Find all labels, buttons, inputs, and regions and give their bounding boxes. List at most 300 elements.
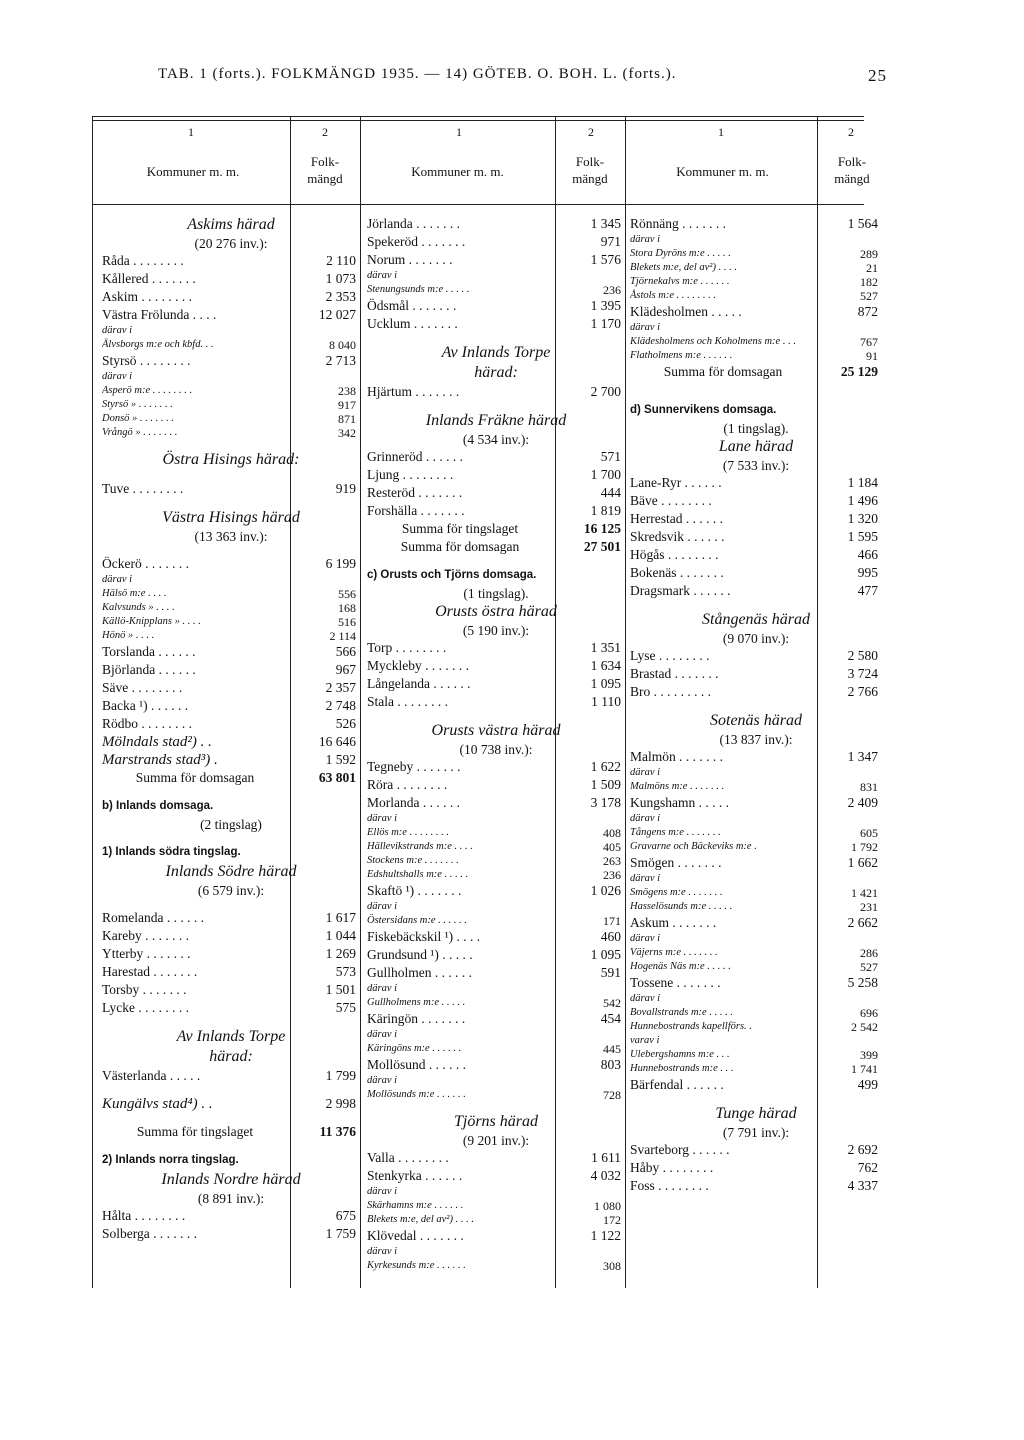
row-label: Skaftö ¹) . . . . . . . xyxy=(367,883,462,898)
district-heading xyxy=(102,1170,360,1190)
table-row xyxy=(630,665,882,683)
sub-row xyxy=(367,1074,625,1088)
table-row xyxy=(367,776,625,794)
table-row xyxy=(630,510,882,528)
table-column-3 xyxy=(630,215,882,1195)
sub-row xyxy=(102,573,360,587)
table-row xyxy=(367,928,625,946)
table-row xyxy=(630,582,882,600)
row-label: Stenkyrka . . . . . . xyxy=(367,1168,463,1183)
row-value: 5 258 xyxy=(847,975,878,990)
section-heading xyxy=(102,1151,360,1170)
row-gap xyxy=(367,556,625,566)
table-row xyxy=(630,492,882,510)
table-row xyxy=(630,1076,882,1094)
sub-row xyxy=(630,247,882,261)
row-value: 1 700 xyxy=(590,467,621,482)
district-subheading xyxy=(630,1124,882,1141)
row-gap xyxy=(102,470,360,480)
row-value: 1 634 xyxy=(590,658,621,673)
row-value: 499 xyxy=(857,1077,878,1092)
sub-row xyxy=(367,1042,625,1056)
row-label: Hönö » . . . . xyxy=(102,630,155,641)
row-value: 2 409 xyxy=(847,795,878,810)
row-value: 399 xyxy=(860,1048,878,1062)
row-value: 1 611 xyxy=(591,1150,621,1165)
row-label: Norum . . . . . . . xyxy=(367,252,453,267)
table-row xyxy=(367,882,625,900)
row-label: (9 201 inv.): xyxy=(462,1133,530,1148)
row-value: 2 692 xyxy=(847,1142,878,1157)
sub-row xyxy=(630,992,882,1006)
sub-row xyxy=(102,324,360,338)
row-value: 1 576 xyxy=(590,252,621,267)
table-row xyxy=(630,1177,882,1195)
district-heading xyxy=(630,437,882,457)
row-value: 460 xyxy=(600,929,621,944)
row-label: varav i xyxy=(630,1035,660,1046)
row-label: Klädesholmens och Koholmens m:e . . . xyxy=(630,336,796,347)
row-label: Summa för domsagan xyxy=(135,770,255,785)
row-label: Inlands Fräkne härad xyxy=(425,412,567,429)
table-row xyxy=(630,528,882,546)
sub-row xyxy=(367,283,625,297)
row-value: 1 095 xyxy=(590,676,621,691)
row-label: Hjärtum . . . . . . . xyxy=(367,384,460,399)
row-label: Käringön . . . . . . . xyxy=(367,1011,466,1026)
row-label: Hälsö m:e . . . . xyxy=(102,588,167,599)
row-label: Mölndals stad²) . . xyxy=(102,734,212,750)
row-label: (5 190 inv.): xyxy=(462,623,530,638)
district-heading xyxy=(102,450,360,470)
sub-row xyxy=(367,1185,625,1199)
sub-row xyxy=(630,1034,882,1048)
row-label: (8 891 inv.): xyxy=(197,1191,265,1206)
district-subheading xyxy=(630,420,882,437)
row-label: Stenungsunds m:e . . . . . xyxy=(367,284,470,295)
row-label: Edshultshalls m:e . . . . . xyxy=(367,869,469,880)
row-value: 1 592 xyxy=(325,752,356,767)
sub-row xyxy=(630,321,882,335)
row-label: därav i xyxy=(367,983,398,994)
district-heading xyxy=(367,721,625,741)
table-row xyxy=(367,448,625,466)
table-row xyxy=(102,661,360,679)
row-label: Forshälla . . . . . . . xyxy=(367,503,465,518)
row-label: (13 837 inv.): xyxy=(719,732,793,747)
district-heading xyxy=(630,610,882,630)
sum-row xyxy=(102,1123,360,1141)
row-gap xyxy=(102,440,360,450)
row-gap xyxy=(102,787,360,797)
row-value: 556 xyxy=(338,587,356,601)
row-value: 675 xyxy=(335,1208,356,1223)
table-row xyxy=(367,1056,625,1074)
column-rule xyxy=(625,116,626,1288)
row-value: 16 646 xyxy=(318,734,356,749)
row-value: 696 xyxy=(860,1006,878,1020)
row-label: Bäve . . . . . . . . xyxy=(630,493,712,508)
row-value: 408 xyxy=(603,826,621,840)
table-row xyxy=(102,306,360,324)
row-label: Stockens m:e . . . . . . . xyxy=(367,855,459,866)
column-number: 2 xyxy=(322,125,328,139)
table-row xyxy=(367,1167,625,1185)
row-value: 1 741 xyxy=(851,1062,878,1076)
row-value: 263 xyxy=(603,854,621,868)
row-label: Tjörnekalvs m:e . . . . . . xyxy=(630,276,730,287)
row-value: 8 040 xyxy=(329,338,356,352)
table-row xyxy=(102,288,360,306)
table-row xyxy=(630,748,882,766)
sub-row xyxy=(367,812,625,826)
row-value: 2 542 xyxy=(851,1020,878,1034)
row-label: Hasselösunds m:e . . . . . xyxy=(630,901,733,912)
row-label: Ljung . . . . . . . . xyxy=(367,467,454,482)
row-label: 2) Inlands norra tingslag. xyxy=(102,1154,239,1166)
row-label: Väjerns m:e . . . . . . . xyxy=(630,947,718,958)
row-label: (4 534 inv.): xyxy=(462,432,530,447)
table-row xyxy=(367,297,625,315)
district-heading xyxy=(367,343,625,363)
row-gap xyxy=(630,381,882,391)
row-label: Östersidans m:e . . . . . . xyxy=(367,915,468,926)
table-row xyxy=(630,474,882,492)
table-row xyxy=(630,854,882,872)
row-label: Summa för tingslaget xyxy=(136,1124,254,1139)
sub-row xyxy=(630,932,882,946)
row-label: Hällevikstrands m:e . . . . xyxy=(367,841,473,852)
row-value: 566 xyxy=(335,644,356,659)
row-gap xyxy=(630,391,882,401)
district-subheading xyxy=(102,235,360,252)
row-value: 1 184 xyxy=(847,475,878,490)
district-subheading xyxy=(630,630,882,647)
row-label: Hunnebostrands m:e . . . xyxy=(630,1063,734,1074)
district-subheading xyxy=(367,741,625,758)
row-label: Inlands Nordre härad xyxy=(161,1171,301,1188)
table-row xyxy=(630,1141,882,1159)
sub-row xyxy=(630,261,882,275)
row-label: Lane härad xyxy=(718,438,794,455)
district-heading xyxy=(102,215,360,235)
row-value: 995 xyxy=(857,565,878,580)
row-gap xyxy=(102,545,360,555)
row-value: 231 xyxy=(860,900,878,914)
district-heading xyxy=(102,1047,360,1067)
table-column-2 xyxy=(367,215,625,1273)
row-value: 286 xyxy=(860,946,878,960)
row-label: Ellös m:e . . . . . . . . xyxy=(367,827,449,838)
table-row xyxy=(630,914,882,932)
sub-row xyxy=(630,1048,882,1062)
table-row xyxy=(102,352,360,370)
row-label: Tjörns härad xyxy=(453,1113,539,1130)
table-row xyxy=(102,643,360,661)
column-rule xyxy=(360,116,361,1288)
sub-row xyxy=(367,1245,625,1259)
row-label: Ödsmål . . . . . . . xyxy=(367,298,457,313)
column-heading-kommuner: Kommuner m. m. xyxy=(146,164,240,179)
row-label: härad: xyxy=(474,364,518,381)
row-label: (6 579 inv.): xyxy=(197,883,265,898)
sum-row xyxy=(367,538,625,556)
row-value: 27 501 xyxy=(583,539,621,554)
table-row xyxy=(102,715,360,733)
row-value: 477 xyxy=(857,583,878,598)
row-label: Stora Dyröns m:e . . . . . xyxy=(630,248,731,259)
district-heading xyxy=(102,508,360,528)
section-heading xyxy=(367,566,625,585)
row-label: Spekeröd . . . . . . . xyxy=(367,234,466,249)
row-value: 466 xyxy=(857,547,878,562)
table-top-rule xyxy=(92,116,864,117)
row-label: därav i xyxy=(630,933,661,944)
row-label: Torslanda . . . . . . xyxy=(102,644,196,659)
row-label: Östra Hisings härad: xyxy=(162,451,300,468)
sub-row xyxy=(367,1199,625,1213)
row-label: Klädesholmen . . . . . xyxy=(630,304,742,319)
district-subheading xyxy=(102,528,360,545)
row-label: Hogenäs Näs m:e . . . . . xyxy=(630,961,731,972)
row-label: Hålta . . . . . . . . xyxy=(102,1208,186,1223)
row-label: Blekets m:e, del av²) . . . . xyxy=(367,1214,474,1225)
row-value: 767 xyxy=(860,335,878,349)
row-label: Hunnebostrands kapellförs. . xyxy=(630,1021,752,1032)
row-value: 2 766 xyxy=(847,684,878,699)
row-value: 182 xyxy=(860,275,878,289)
column-number: 2 xyxy=(848,125,854,139)
row-label: Tegneby . . . . . . . xyxy=(367,759,461,774)
row-gap xyxy=(367,401,625,411)
sub-row xyxy=(367,826,625,840)
sub-row xyxy=(367,854,625,868)
row-value: 1 564 xyxy=(847,216,878,231)
row-label: Öckerö . . . . . . . xyxy=(102,556,189,571)
row-label: (1 tingslag). xyxy=(723,421,789,436)
row-label: Älvsborgs m:e och kbfd. . . xyxy=(102,339,214,350)
row-label: Tunge härad xyxy=(715,1105,797,1122)
row-label: Askim . . . . . . . . xyxy=(102,289,193,304)
row-label: därav i xyxy=(630,813,661,824)
table-row xyxy=(367,466,625,484)
row-label: Tossene . . . . . . . xyxy=(630,975,721,990)
row-value: 236 xyxy=(603,283,621,297)
row-value: 1 095 xyxy=(590,947,621,962)
row-label: Jörlanda . . . . . . . xyxy=(367,216,460,231)
row-gap xyxy=(630,1094,882,1104)
row-label: Romelanda . . . . . . xyxy=(102,910,204,925)
district-subheading xyxy=(102,1190,360,1207)
row-label: b) Inlands domsaga. xyxy=(102,800,214,812)
table-row xyxy=(367,1149,625,1167)
row-value: 21 xyxy=(866,261,878,275)
row-label: Gravarne och Bäckeviks m:e . xyxy=(630,841,757,852)
row-label: Skredsvik . . . . . . xyxy=(630,529,725,544)
row-value: 4 337 xyxy=(847,1178,878,1193)
row-label: 1) Inlands södra tingslag. xyxy=(102,846,241,858)
row-label: därav i xyxy=(630,993,661,1004)
sum-row xyxy=(630,363,882,381)
row-value: 831 xyxy=(860,780,878,794)
row-value: 238 xyxy=(338,384,356,398)
row-value: 2 114 xyxy=(329,629,356,643)
row-value: 1 345 xyxy=(590,216,621,231)
row-label: Mollösund . . . . . . xyxy=(367,1057,467,1072)
sub-row xyxy=(367,840,625,854)
sub-row xyxy=(102,384,360,398)
row-label: Torsby . . . . . . . xyxy=(102,982,187,997)
row-label: Styrsö . . . . . . . . xyxy=(102,353,191,368)
table-row xyxy=(367,758,625,776)
town-row xyxy=(102,733,360,751)
row-label: därav i xyxy=(102,574,133,585)
table-row xyxy=(630,647,882,665)
table-row xyxy=(367,946,625,964)
row-value: 1 044 xyxy=(325,928,356,943)
row-value: 573 xyxy=(335,964,356,979)
row-label: Harestad . . . . . . . xyxy=(102,964,198,979)
column-number: 2 xyxy=(588,125,594,139)
table-row xyxy=(367,1227,625,1245)
row-label: Morlanda . . . . . . xyxy=(367,795,460,810)
column-number: 1 xyxy=(456,125,462,139)
sub-row xyxy=(102,412,360,426)
table-header-rule xyxy=(92,204,864,205)
sub-row xyxy=(630,946,882,960)
table-row xyxy=(630,546,882,564)
row-label: (9 070 inv.): xyxy=(722,631,790,646)
row-value: 454 xyxy=(600,1011,621,1026)
row-label: Mollösunds m:e . . . . . . xyxy=(367,1089,466,1100)
district-subheading xyxy=(367,585,625,602)
row-value: 1 792 xyxy=(851,840,878,854)
row-value: 171 xyxy=(603,914,621,928)
row-label: därav i xyxy=(367,270,398,281)
row-label: Svarteborg . . . . . . xyxy=(630,1142,730,1157)
row-label: Åstols m:e . . . . . . . . xyxy=(630,290,717,301)
row-value: 1 509 xyxy=(590,777,621,792)
district-heading xyxy=(630,1104,882,1124)
sub-row xyxy=(630,233,882,247)
table-row xyxy=(102,679,360,697)
column-rule xyxy=(92,116,93,1288)
row-value: 527 xyxy=(860,289,878,303)
row-label: därav i xyxy=(630,322,661,333)
table-row xyxy=(630,794,882,812)
row-label: Kållered . . . . . . . xyxy=(102,271,196,286)
table-row xyxy=(102,999,360,1017)
row-label: (20 276 inv.): xyxy=(194,236,268,251)
sub-row xyxy=(367,1028,625,1042)
row-value: 526 xyxy=(335,716,356,731)
page-number: 25 xyxy=(868,66,887,85)
row-value: 1 170 xyxy=(590,316,621,331)
row-value: 1 759 xyxy=(325,1226,356,1241)
row-value: 1 799 xyxy=(325,1068,356,1083)
sub-row xyxy=(630,900,882,914)
row-label: Blekets m:e, del av²) . . . . xyxy=(630,262,737,273)
table-row xyxy=(367,215,625,233)
column-heading-kommuner: Kommuner m. m. xyxy=(676,164,769,179)
row-label: Backa ¹) . . . . . . xyxy=(102,698,189,713)
row-label: Gullholmen . . . . . . xyxy=(367,965,472,980)
row-value: 803 xyxy=(600,1057,621,1072)
sub-row xyxy=(367,1213,625,1227)
column-number: 1 xyxy=(188,125,194,139)
sum-row xyxy=(102,769,360,787)
row-label: därav i xyxy=(367,813,398,824)
row-label: Björlanda . . . . . . xyxy=(102,662,196,677)
row-gap xyxy=(102,1085,360,1095)
row-value: 2 700 xyxy=(590,384,621,399)
sub-row xyxy=(630,1062,882,1076)
sub-row xyxy=(630,289,882,303)
row-label: Summa för domsagan xyxy=(663,364,783,379)
row-value: 967 xyxy=(335,662,356,677)
row-label: Kyrkesunds m:e . . . . . . xyxy=(367,1260,466,1271)
row-label: därav i xyxy=(367,1029,398,1040)
row-label: Foss . . . . . . . . xyxy=(630,1178,709,1193)
row-value: 4 032 xyxy=(590,1168,621,1183)
row-label: Malmöns m:e . . . . . . . xyxy=(630,781,725,792)
row-value: 63 801 xyxy=(318,770,356,785)
table-row xyxy=(102,1207,360,1225)
row-label: (10 738 inv.): xyxy=(459,742,533,757)
row-label: Västerlanda . . . . . xyxy=(102,1068,201,1083)
district-heading xyxy=(367,363,625,383)
row-label: Dragsmark . . . . . . xyxy=(630,583,731,598)
sub-row xyxy=(630,766,882,780)
row-label: Kareby . . . . . . . xyxy=(102,928,189,943)
district-heading xyxy=(102,1027,360,1047)
row-label: därav i xyxy=(630,767,661,778)
row-label: Säve . . . . . . . . xyxy=(102,680,183,695)
row-label: Sotenäs härad xyxy=(710,712,802,729)
district-subheading xyxy=(102,882,360,899)
sub-row xyxy=(367,1088,625,1102)
town-row xyxy=(102,1095,360,1113)
row-label: Flatholmens m:e . . . . . . xyxy=(630,350,733,361)
row-label: därav i xyxy=(630,873,661,884)
table-row xyxy=(367,315,625,333)
row-value: 2 662 xyxy=(847,915,878,930)
row-label: Stångenäs härad xyxy=(702,611,810,628)
row-label: Herrestad . . . . . . xyxy=(630,511,723,526)
table-row xyxy=(630,303,882,321)
row-value: 445 xyxy=(603,1042,621,1056)
row-label: Lane-Ryr . . . . . . xyxy=(630,475,722,490)
row-label: Klövedal . . . . . . . xyxy=(367,1228,464,1243)
row-value: 91 xyxy=(866,349,878,363)
row-label: Kalvsunds » . . . . xyxy=(102,602,175,613)
sub-row xyxy=(630,1020,882,1034)
row-label: Resteröd . . . . . . . xyxy=(367,485,463,500)
row-value: 917 xyxy=(338,398,356,412)
row-label: Valla . . . . . . . . xyxy=(367,1150,449,1165)
row-value: 308 xyxy=(603,1259,621,1273)
column-heading-folkmangd: Folk- mängd xyxy=(307,154,343,186)
table-row xyxy=(367,502,625,520)
column-heading-folkmangd: Folk- mängd xyxy=(834,154,870,186)
row-gap xyxy=(102,899,360,909)
row-label: Inlands Södre härad xyxy=(165,863,297,880)
row-label: Lycke . . . . . . . . xyxy=(102,1000,189,1015)
row-label: därav i xyxy=(367,1246,398,1257)
row-label: Tuve . . . . . . . . xyxy=(102,481,184,496)
row-label: Vrångö » . . . . . . . xyxy=(102,427,178,438)
row-label: Bro . . . . . . . . . xyxy=(630,684,711,699)
